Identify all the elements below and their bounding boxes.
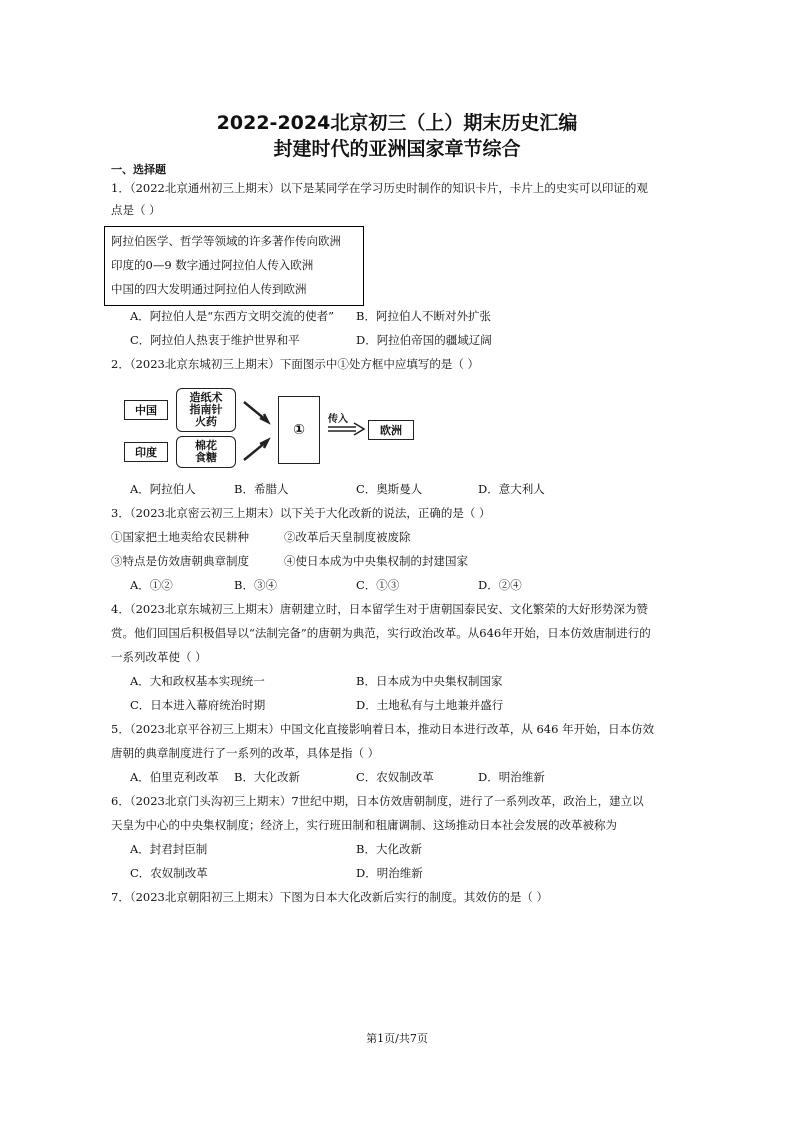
q5-stem-line1: 5．（2023北京平谷初三上期末）中国文化直接影响着日本，推动日本进行改革，从 646 年开始，日本仿效 [111, 722, 655, 736]
q2-stem-line1: 2．（2023北京东城初三上期末）下面图示中①处方框中应填写的是（ ） [111, 357, 479, 371]
q4-option-d[interactable]: D．土地私有与土地兼并盛行 [356, 698, 504, 712]
q6-stem-line2: 天皇为中心的中央集权制度；经济上，实行班田制和租庸调制、这场推动日本社会发展的改革被称为 [111, 818, 617, 832]
q3-statement-4: ④使日本成为中央集权制的封建国家 [284, 554, 468, 568]
diagram-arrows-icon [240, 396, 280, 466]
q5-stem-line2: 唐朝的典章制度进行了一系列的改革，具体是指（ ） [111, 746, 380, 760]
diagram-china-item: 造纸术 [189, 391, 223, 404]
q3-stem-line1: 3．（2023北京密云初三上期末）以下关于大化改新的说法，正确的是（ ） [111, 506, 491, 520]
diagram-india-item: 棉花 [195, 439, 217, 452]
q2-option-d[interactable]: D．意大利人 [478, 482, 545, 496]
q6-option-d[interactable]: D．明治维新 [356, 866, 423, 880]
q1-card-line: 中国的四大发明通过阿拉伯人传到欧洲 [111, 282, 307, 296]
q3-option-b[interactable]: B．③④ [234, 578, 277, 592]
q3-statement-3: ③特点是仿效唐朝典章制度 [111, 554, 249, 568]
q1-option-b[interactable]: B．阿拉伯人不断对外扩张 [356, 309, 491, 323]
q3-option-d[interactable]: D．②④ [478, 578, 522, 592]
q6-stem-line1: 6．（2023北京门头沟初三上期末）7世纪中期，日本仿效唐朝制度，进行了一系列改革，政治上，建立以 [111, 794, 644, 808]
page-subtitle: 封建时代的亚洲国家章节综合 [273, 138, 521, 160]
q4-stem-line3: 一系列改革使（ ） [111, 650, 207, 664]
q1-stem-line1: 1．（2022北京通州初三上期末）以下是某同学在学习历史时制作的知识卡片，卡片上的史实可以印证的观 [111, 181, 648, 195]
page-title: 2022-2024北京初三（上）期末历史汇编 [216, 112, 578, 134]
diagram-china-box: 中国 [124, 400, 168, 420]
diagram-europe-box: 欧洲 [368, 420, 414, 440]
q4-option-a[interactable]: A．大和政权基本实现统一 [130, 674, 265, 688]
q6-option-c[interactable]: C．农奴制改革 [130, 866, 208, 880]
q2-option-a[interactable]: A．阿拉伯人 [130, 482, 196, 496]
q1-knowledge-card [104, 226, 364, 306]
q4-option-c[interactable]: C．日本进入幕府统治时期 [130, 698, 266, 712]
double-arrow-right-icon [326, 422, 366, 436]
q1-card-line: 印度的0—9 数字通过阿拉伯人传入欧洲 [111, 258, 314, 272]
diagram-india-items-box [176, 436, 236, 468]
q7-stem-line1: 7．（2023北京朝阳初三上期末）下图为日本大化改新后实行的制度。其效仿的是（ ） [111, 890, 548, 904]
page-footer: 第1页/共7页 [366, 1032, 428, 1045]
q3-option-a[interactable]: A．①② [130, 578, 173, 592]
q3-statement-1: ①国家把土地卖给农民耕种 [111, 530, 249, 544]
diagram-arrow-label: 传入 [328, 414, 348, 425]
diagram-india-box: 印度 [124, 442, 168, 462]
q1-stem-line2: 点是（ ） [111, 203, 161, 217]
q1-option-c[interactable]: C．阿拉伯人热衷于维护世界和平 [130, 333, 300, 347]
diagram-india-item: 食糖 [195, 451, 217, 464]
q4-stem-line2: 赏。他们回国后积极倡导以“法制完备”的唐朝为典范，实行政治改革。从646年开始，日本仿效唐制进行的 [111, 626, 651, 640]
q5-option-d[interactable]: D．明治维新 [478, 770, 545, 784]
q1-card-line: 阿拉伯医学、哲学等领域的许多著作传向欧洲 [111, 234, 341, 248]
q4-option-b[interactable]: B．日本成为中央集权制国家 [356, 674, 503, 688]
diagram-china-items-box [176, 388, 236, 432]
diagram-china-item: 指南针 [189, 403, 223, 416]
q6-option-a[interactable]: A．封君封臣制 [130, 842, 208, 856]
q5-option-c[interactable]: C．农奴制改革 [356, 770, 434, 784]
q6-option-b[interactable]: B．大化改新 [356, 842, 422, 856]
diagram-china-item: 火药 [195, 415, 217, 428]
q3-option-c[interactable]: C．①③ [356, 578, 400, 592]
q2-option-b[interactable]: B．希腊人 [234, 482, 289, 496]
q2-option-c[interactable]: C．奥斯曼人 [356, 482, 423, 496]
q3-statement-2: ②改革后天皇制度被废除 [284, 530, 411, 544]
q5-option-a[interactable]: A．伯里克利改革 [130, 770, 219, 784]
section-heading: 一、选择题 [111, 163, 166, 176]
diagram-center-blank-box: ① [278, 396, 320, 464]
q1-option-d[interactable]: D．阿拉伯帝国的疆域辽阔 [356, 333, 492, 347]
q4-stem-line1: 4．（2023北京东城初三上期末）唐朝建立时，日本留学生对于唐朝国泰民安、文化繁荣的大好形势深为赞 [111, 602, 648, 616]
q1-option-a[interactable]: A．阿拉伯人是“东西方文明交流的使者” [130, 309, 335, 323]
q2-diagram [122, 386, 422, 472]
q5-option-b[interactable]: B．大化改新 [234, 770, 300, 784]
